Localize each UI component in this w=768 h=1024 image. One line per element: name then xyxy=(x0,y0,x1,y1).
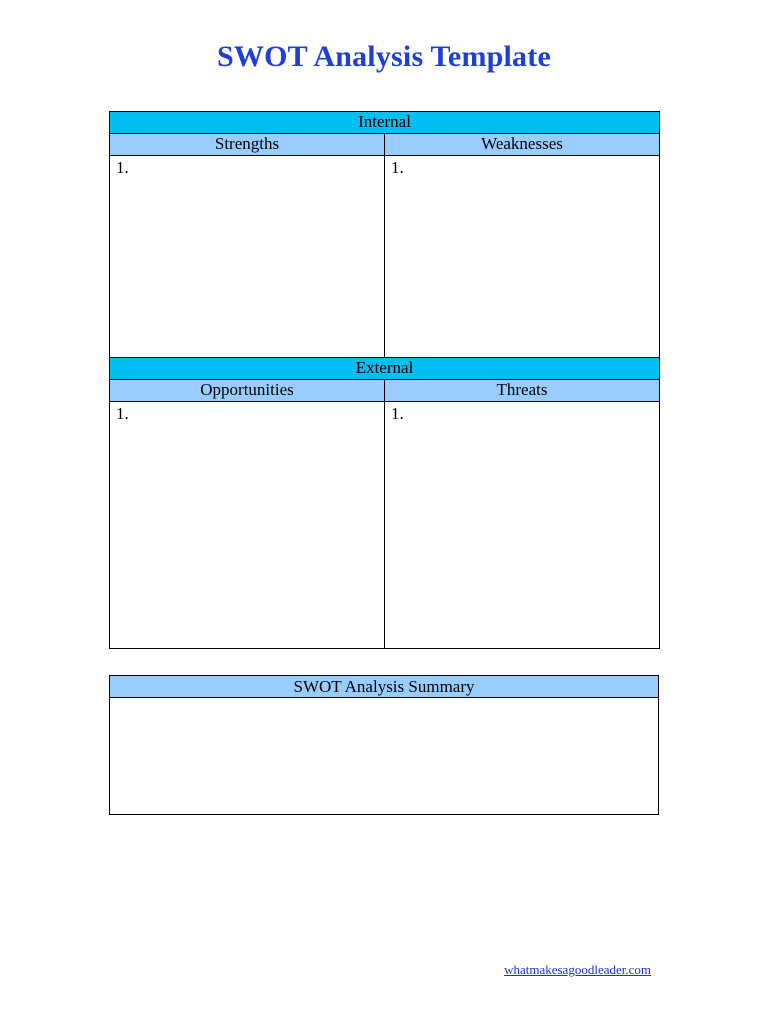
external-body-row xyxy=(110,402,660,649)
internal-header-row xyxy=(110,112,660,134)
threats-list-item[interactable]: 1. xyxy=(391,404,404,423)
strengths-list-item[interactable]: 1. xyxy=(116,158,129,177)
internal-column-header-row xyxy=(110,134,660,156)
external-section-header: External xyxy=(110,358,660,380)
threats-header: Threats xyxy=(385,380,660,402)
strengths-cell[interactable] xyxy=(110,156,385,358)
summary-header: SWOT Analysis Summary xyxy=(110,676,659,698)
footer-website-link[interactable]: whatmakesagoodleader.com xyxy=(504,962,651,977)
internal-body-row xyxy=(110,156,660,358)
opportunities-cell[interactable] xyxy=(110,402,385,649)
summary-body-row xyxy=(110,698,659,815)
summary-cell[interactable] xyxy=(110,698,659,815)
weaknesses-cell[interactable] xyxy=(385,156,660,358)
opportunities-list-item[interactable]: 1. xyxy=(116,404,129,423)
swot-table xyxy=(109,111,660,649)
summary-header-row xyxy=(110,676,659,698)
external-column-header-row xyxy=(110,380,660,402)
threats-cell[interactable] xyxy=(385,402,660,649)
page-title: SWOT Analysis Template xyxy=(217,40,551,73)
strengths-header: Strengths xyxy=(110,134,385,156)
external-header-row xyxy=(110,358,660,380)
weaknesses-list-item[interactable]: 1. xyxy=(391,158,404,177)
summary-table xyxy=(109,675,659,815)
weaknesses-header: Weaknesses xyxy=(385,134,660,156)
opportunities-header: Opportunities xyxy=(110,380,385,402)
internal-section-header: Internal xyxy=(110,112,660,134)
